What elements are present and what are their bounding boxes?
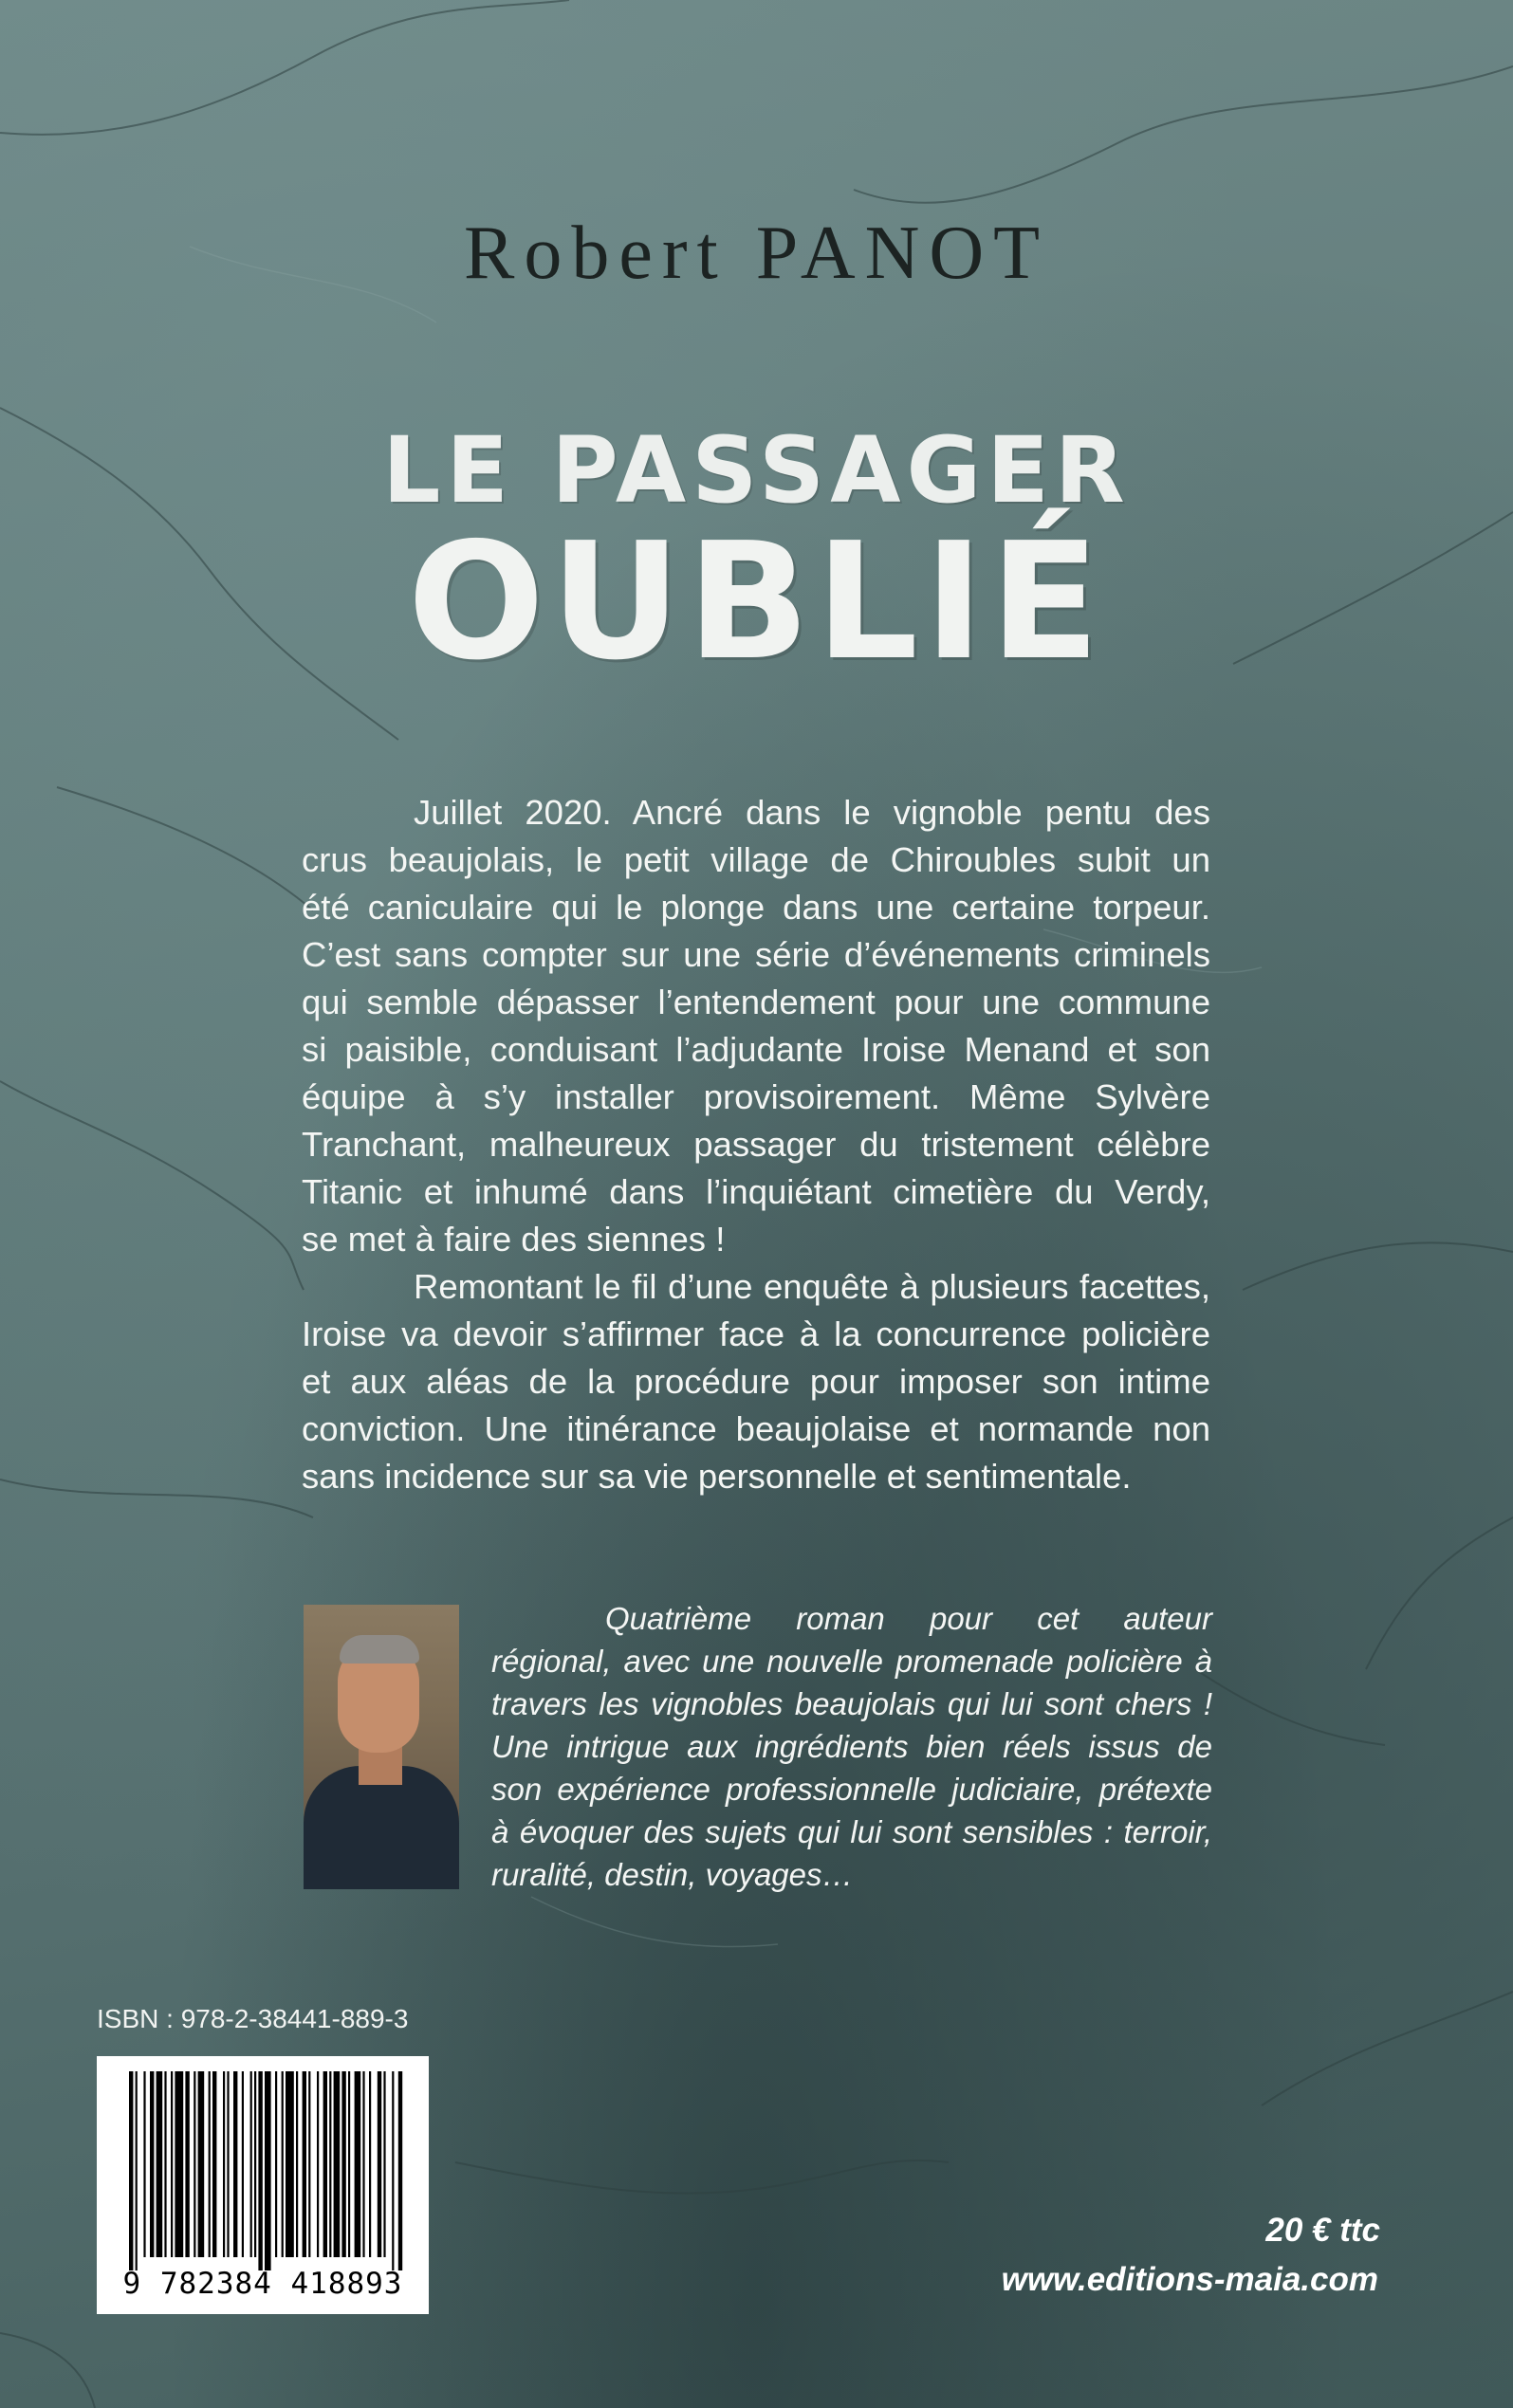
barcode-bar [233, 2071, 237, 2257]
barcode-bar [303, 2071, 306, 2257]
synopsis-line: qui semble dépasser l’entendement pour une commune [302, 983, 1210, 1021]
barcode-bar [334, 2071, 341, 2257]
author-blurb-line: régional, avec une nouvelle promenade policière à [491, 1644, 1212, 1679]
barcode-bar [157, 2071, 163, 2257]
barcode-bar [282, 2071, 284, 2257]
barcode-bar [265, 2071, 271, 2270]
barcode-bar [209, 2071, 211, 2257]
publisher-website: www.editions-maia.com [1001, 2261, 1378, 2298]
barcode-bar [355, 2071, 361, 2257]
barcode-bar [198, 2071, 205, 2257]
author-blurb-line: son expérience professionnelle judiciaire, prétexte [491, 1772, 1212, 1807]
barcode-bar [227, 2071, 229, 2257]
barcode-bar [171, 2071, 173, 2257]
synopsis-line: équipe à s’y installer provisoirement. Même Sylvère [302, 1077, 1210, 1116]
synopsis-line: Iroise va devoir s’affirmer face à la concurrence policière [302, 1314, 1210, 1353]
barcode-bar [164, 2071, 166, 2257]
barcode-bar [242, 2071, 244, 2257]
barcode-bar [275, 2071, 277, 2257]
barcode-bar [323, 2071, 327, 2257]
barcode-bar [185, 2071, 189, 2257]
barcode-bar [348, 2071, 350, 2257]
barcode-bar [317, 2071, 319, 2257]
synopsis-line: conviction. Une itinérance beaujolaise et normande non [302, 1409, 1210, 1448]
author-blurb-line: travers les vignobles beaujolais qui lui sont chers ! [491, 1686, 1212, 1721]
synopsis-line: si paisible, conduisant l’adjudante Iroise Menand et son [302, 1030, 1210, 1069]
synopsis-line: été caniculaire qui le plonge dans une certaine torpeur. [302, 888, 1210, 927]
synopsis-line: C’est sans compter sur une série d’événements criminels [302, 935, 1210, 974]
barcode-bar [369, 2071, 371, 2257]
synopsis-line: Tranchant, malheureux passager du tristement célèbre [302, 1125, 1210, 1164]
barcode-bar [308, 2071, 310, 2257]
author-blurb-line: Quatrième roman pour cet auteur [605, 1601, 1212, 1636]
author-blurb-line: à évoquer des sujets qui lui sont sensibles : terroir, [491, 1814, 1212, 1849]
author-name: Robert PANOT [463, 211, 1050, 295]
barcode-bar [286, 2071, 294, 2257]
barcode-bar [194, 2071, 195, 2257]
synopsis-line: et aux aléas de la procédure pour imposer son intime [302, 1362, 1210, 1401]
barcode-bar [212, 2071, 216, 2257]
synopsis-line: Juillet 2020. Ancré dans le vignoble pentu des [414, 793, 1210, 832]
synopsis [302, 789, 1210, 1500]
barcode-bar [250, 2071, 252, 2257]
synopsis-line: Remontant le fil d’une enquête à plusieurs facettes, [414, 1267, 1210, 1306]
synopsis-line: crus beaujolais, le petit village de Chiroubles subit un [302, 840, 1210, 879]
barcode-bar [223, 2071, 225, 2257]
author-photo-hair [340, 1635, 419, 1664]
barcode-bar [175, 2071, 183, 2257]
barcode-bar [341, 2071, 345, 2257]
author-photo [304, 1605, 459, 1889]
barcode [97, 2056, 429, 2314]
barcode-bar [136, 2071, 138, 2270]
author-blurb-line: ruralité, destin, voyages… [491, 1857, 854, 1892]
barcode-bar [258, 2071, 262, 2270]
barcode-bar [150, 2071, 154, 2257]
synopsis-line: Titanic et inhumé dans l’inquiétant cimetière du Verdy, [302, 1172, 1210, 1211]
price: 20 € ttc [1265, 2212, 1380, 2249]
book-title-line1: LE PASSAGER [382, 417, 1131, 524]
barcode-bar [329, 2071, 331, 2257]
author-blurb [491, 1597, 1212, 1896]
barcode-bar [254, 2071, 256, 2257]
barcode-bar [383, 2071, 385, 2257]
barcode-digits: 9 782384 418893 [122, 2267, 403, 2301]
author-blurb-line: Une intrigue aux ingrédients bien réels issus de [491, 1729, 1212, 1764]
barcode-bar [143, 2071, 145, 2257]
barcode-bar [129, 2071, 133, 2270]
barcode-bar [378, 2071, 381, 2257]
book-title-line2: OUBLIÉ [407, 508, 1106, 696]
barcode-bar [362, 2071, 364, 2257]
synopsis-line: sans incidence sur sa vie personnelle et sentimentale. [302, 1457, 1132, 1496]
synopsis-line: se met à faire des siennes ! [302, 1220, 726, 1259]
barcode-bar [398, 2071, 402, 2270]
barcode-bar [392, 2071, 394, 2270]
isbn-label: ISBN : 978-2-38441-889-3 [97, 2004, 409, 2033]
barcode-bar [296, 2071, 298, 2257]
